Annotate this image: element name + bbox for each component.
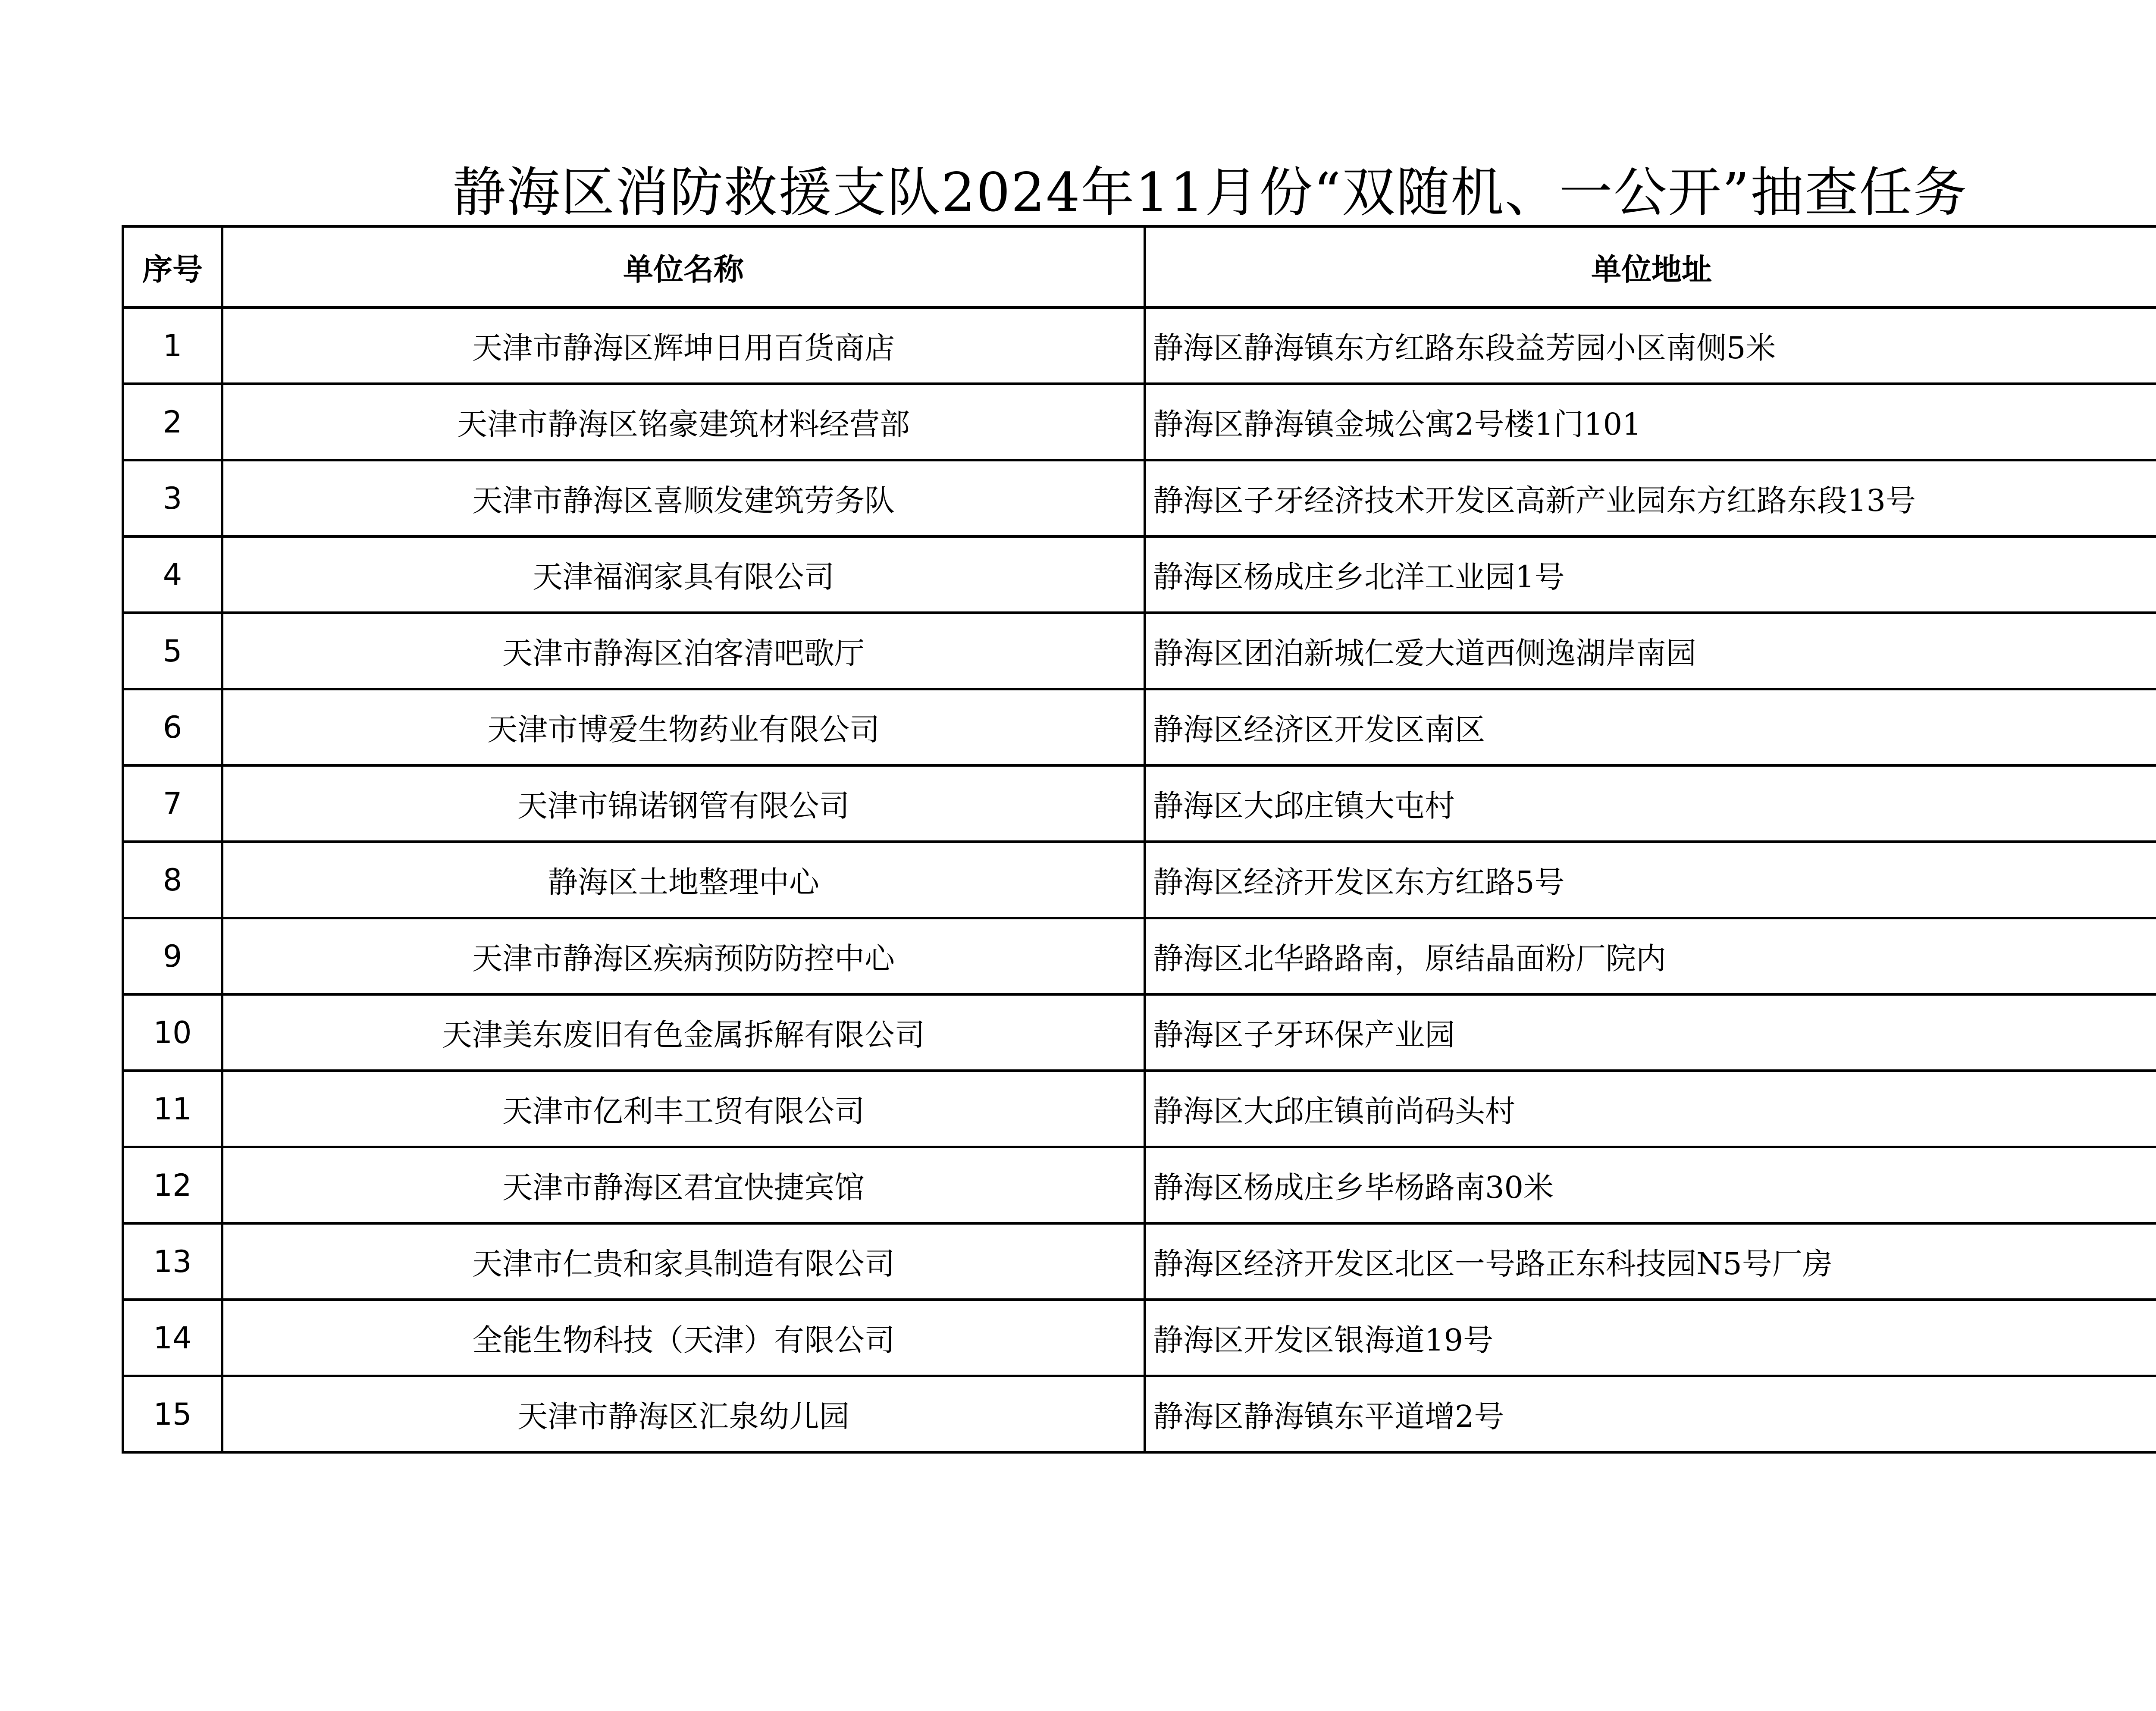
row-unit-name: 天津市锦诺钢管有限公司 xyxy=(222,765,1145,842)
row-no: 6 xyxy=(123,689,222,765)
row-unit-name: 全能生物科技（天津）有限公司 xyxy=(222,1300,1145,1376)
row-no: 5 xyxy=(123,613,222,689)
row-unit-address: 静海区经济开发区东方红路5号 xyxy=(1145,842,2156,918)
header-no: 序号 xyxy=(123,226,222,307)
row-no: 15 xyxy=(123,1376,222,1452)
row-unit-name: 天津市博爱生物药业有限公司 xyxy=(222,689,1145,765)
row-no: 12 xyxy=(123,1147,222,1223)
row-unit-address: 静海区经济区开发区南区 xyxy=(1145,689,2156,765)
table-row xyxy=(123,536,2156,613)
table-row xyxy=(123,1376,2156,1452)
row-no: 1 xyxy=(123,307,222,384)
table-row xyxy=(123,1071,2156,1147)
row-unit-address: 静海区大邱庄镇大屯村 xyxy=(1145,765,2156,842)
page-title: 静海区消防救援支队2024年11月份“双随机、一公开”抽查任务 xyxy=(452,162,1968,224)
row-unit-name: 天津市静海区喜顺发建筑劳务队 xyxy=(222,460,1145,536)
table-row xyxy=(123,307,2156,384)
row-unit-name: 天津市静海区汇泉幼儿园 xyxy=(222,1376,1145,1452)
table-row xyxy=(123,1300,2156,1376)
row-no: 14 xyxy=(123,1300,222,1376)
row-unit-name: 天津福润家具有限公司 xyxy=(222,536,1145,613)
row-unit-name: 天津美东废旧有色金属拆解有限公司 xyxy=(222,994,1145,1071)
row-unit-address: 静海区静海镇东平道增2号 xyxy=(1145,1376,2156,1452)
row-unit-name: 天津市静海区辉坤日用百货商店 xyxy=(222,307,1145,384)
row-no: 9 xyxy=(123,918,222,994)
row-no: 3 xyxy=(123,460,222,536)
row-no: 7 xyxy=(123,765,222,842)
row-unit-address: 静海区子牙环保产业园 xyxy=(1145,994,2156,1071)
row-no: 13 xyxy=(123,1223,222,1300)
row-no: 2 xyxy=(123,384,222,460)
row-unit-address: 静海区杨成庄乡北洋工业园1号 xyxy=(1145,536,2156,613)
row-unit-address: 静海区静海镇东方红路东段益芳园小区南侧5米 xyxy=(1145,307,2156,384)
row-no: 10 xyxy=(123,994,222,1071)
table-row xyxy=(123,689,2156,765)
row-unit-address: 静海区静海镇金城公寓2号楼1门101 xyxy=(1145,384,2156,460)
row-no: 8 xyxy=(123,842,222,918)
row-unit-name: 天津市亿利丰工贸有限公司 xyxy=(222,1071,1145,1147)
row-no: 11 xyxy=(123,1071,222,1147)
row-no: 4 xyxy=(123,536,222,613)
row-unit-name: 天津市静海区疾病预防防控中心 xyxy=(222,918,1145,994)
table-row xyxy=(123,613,2156,689)
table-header-row xyxy=(123,226,2156,307)
row-unit-name: 天津市静海区铭豪建筑材料经营部 xyxy=(222,384,1145,460)
table-row xyxy=(123,918,2156,994)
row-unit-name: 天津市仁贵和家具制造有限公司 xyxy=(222,1223,1145,1300)
row-unit-name: 天津市静海区君宜快捷宾馆 xyxy=(222,1147,1145,1223)
table-row xyxy=(123,1223,2156,1300)
table-row xyxy=(123,1147,2156,1223)
row-unit-address: 静海区经济开发区北区一号路正东科技园N5号厂房 xyxy=(1145,1223,2156,1300)
row-unit-address: 静海区子牙经济技术开发区高新产业园东方红路东段13号 xyxy=(1145,460,2156,536)
header-unit-address: 单位地址 xyxy=(1145,226,2156,307)
table-row xyxy=(123,460,2156,536)
row-unit-address: 静海区杨成庄乡毕杨路南30米 xyxy=(1145,1147,2156,1223)
row-unit-address: 静海区北华路路南，原结晶面粉厂院内 xyxy=(1145,918,2156,994)
row-unit-address: 静海区大邱庄镇前尚码头村 xyxy=(1145,1071,2156,1147)
table-row xyxy=(123,384,2156,460)
row-unit-name: 天津市静海区泊客清吧歌厅 xyxy=(222,613,1145,689)
table-row xyxy=(123,765,2156,842)
table-row xyxy=(123,994,2156,1071)
row-unit-address: 静海区团泊新城仁爱大道西侧逸湖岸南园 xyxy=(1145,613,2156,689)
inspection-task-table xyxy=(122,225,2156,1454)
table-row xyxy=(123,842,2156,918)
row-unit-name: 静海区土地整理中心 xyxy=(222,842,1145,918)
header-unit-name: 单位名称 xyxy=(222,226,1145,307)
row-unit-address: 静海区开发区银海道19号 xyxy=(1145,1300,2156,1376)
